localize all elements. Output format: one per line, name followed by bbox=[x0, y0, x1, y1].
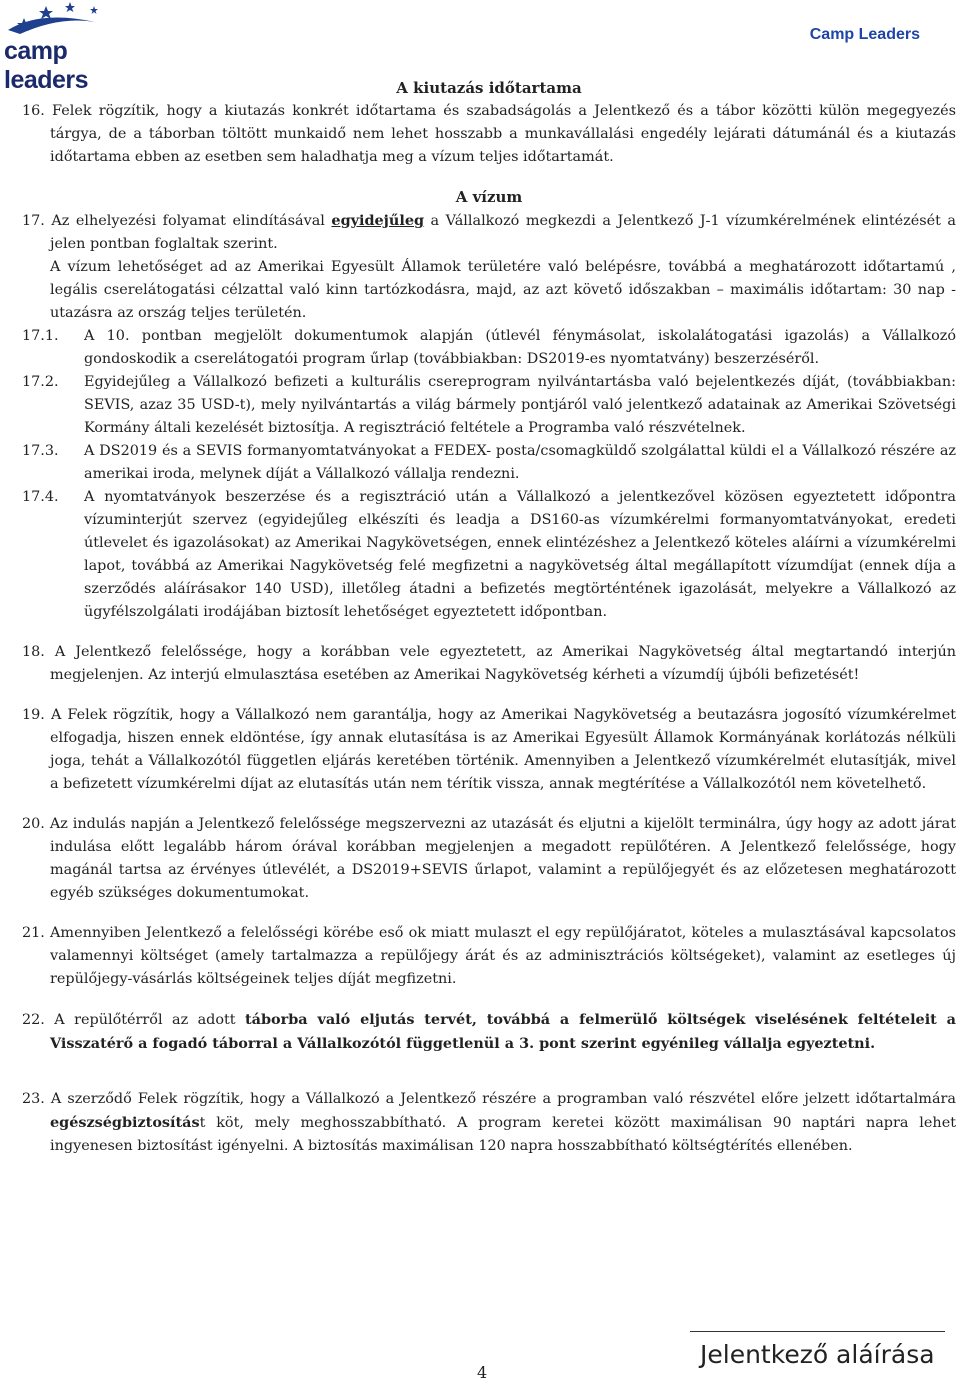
paragraph-17-visa: A vízum lehetőséget ad az Amerikai Egyesült Államok területére való belépésre, továbbá a meghatározott időtartamú , legális cserelátogatási célzattal való kinn tartózkodásra, majd, az azt követő időszakban – maximális időtartam: 30 nap - utazásra az ország teljes területén. bbox=[50, 259, 956, 321]
paragraph-17: 17. Az elhelyezési folyamat elindításával egyidejűleg a Vállalkozó megkezdi a Jelentkező J-1 vízumkérelmének elintézését a jelen pontban foglaltak szerint. bbox=[22, 212, 956, 252]
page-number: 4 bbox=[477, 1363, 488, 1382]
document-body bbox=[22, 77, 956, 1158]
logo-text: camp leaders bbox=[4, 37, 89, 94]
camp-leaders-logo bbox=[0, 0, 150, 94]
brand-name: Camp Leaders bbox=[809, 26, 920, 43]
logo-stars-icon bbox=[0, 0, 150, 40]
paragraph-18: 18. A Jelentkező felelőssége, hogy a korábban vele egyeztetett, az Amerikai Nagykövetség által megtartandó interjún megjelenjen. Az interjú elmulasztása esetében az Amerikai Nagykövetség kérheti a vízumdíj újbóli befizetését! bbox=[22, 644, 956, 683]
bold-health-insurance: egészségbiztosítás bbox=[50, 1114, 200, 1131]
bold-travel-plan: táborba való eljutás tervét, továbbá a felmerülő költségek viselésének feltételeit a Visszatérő a fogadó táborral a Vállalkozótól függetlenül a 3. pont szerint egyénileg vállalja egyeztetni. bbox=[50, 1011, 956, 1052]
paragraph-16: 16. Felek rögzítik, hogy a kiutazás konkrét időtartama és szabadságolás a Jelentkező és a tábor közötti külön megegyezés tárgya, de a táborban töltött munkaidő nem lehet hosszabb a munkavállalási engedély lejárati dátumánál és a kiutazás időtartama ebben az esetben sem haladhatja meg a vízum teljes időtartamát. bbox=[22, 103, 956, 165]
subsection-17-4: 17.4. A nyomtatványok beszerzése és a regisztráció után a Vállalkozó a jelentkezővel közösen egyeztetett időpontra vízuminterjút szervez (egyidejűleg elkészíti és leadja a DS160-as vízumkérelmi formanyomtatványokat, eredeti útlevelet és igazolásokat) az Amerikai Nagykövetségen, ennek elintézéshez a Jelentkező köteles aláírni a vízumkérelmi lapot, továbbá az Amerikai Nagykövetség felé megfizetni a nagykövetség által megállapított vízumdíjat (ennek díja a szerződés aláírásakor 140 USD), illetőleg átadni a befizetés megtörténtének igazolását, melyekre a Vállalkozó az ügyfélszolgálati irodájában biztosít lehetőséget egyeztetett időpontban. bbox=[22, 489, 956, 620]
paragraph-21: 21. Amennyiben Jelentkező a felelősségi körébe eső ok miatt mulaszt el egy repülőjáratot, köteles a mulasztásával kapcsolatos valamennyi költséget (amely tartalmazza a repülőjegy árát és az adminisztrációs költségeket), valamint az esetleges új repülőjegy-vásárlás költségeinek teljes díját megfizetni. bbox=[22, 925, 956, 987]
paragraph-19: 19. A Felek rögzítik, hogy a Vállalkozó nem garantálja, hogy az Amerikai Nagykövetség a beutazásra jogosító vízumkérelmet elfogadja, hiszen ennek eldöntése, így annak elutasítása is az Amerikai Egyesült Államok Kormányának korlátozás nélküli joga, tehát a Vállalkozótól független eljárás keretében történik. Amennyiben a Jelentkező vízumkérelmét elutasítják, mivel a befizetett vízumkérelmi díjat az elutasítás után nem térítik vissza, annak megtérítése a Vállalkozótól nem követelhető. bbox=[22, 707, 956, 792]
paragraph-20: 20. Az indulás napján a Jelentkező felelőssége megszervezni az utazását és eljutni a kijelölt terminálra, úgy hogy az adott járat indulása előtt legalább három órával korábban megjelenjen a megadott repülőtéren. A Jelentkező felelőssége, hogy magánál tartsa az érvényes útlevélét, a DS2019+SEVIS űrlapot, valamint a repülőjegyét és az előzetesen meghatározott egyéb szükséges dokumentumokat. bbox=[22, 816, 956, 901]
subsection-17-2: 17.2. Egyidejűleg a Vállalkozó befizeti a kulturális csereprogram nyilvántartásba való bejelentkezés díját, (továbbiakban: SEVIS, azaz 35 USD-t), mely nyilvántartás a világ bármely pontjáról való jelentkező adatainak az Amerikai Szövetségi Kormány általi kezelését biztosítja. A regisztráció feltétele a Programba való részvételnek. bbox=[22, 374, 956, 436]
emphasis-simultaneously: egyidejűleg bbox=[331, 212, 425, 229]
signature-line bbox=[690, 1331, 945, 1332]
signature-label: Jelentkező aláírása bbox=[700, 1340, 935, 1369]
subsection-17-3: 17.3. A DS2019 és a SEVIS formanyomtatványokat a FEDEX- posta/csomagküldő szolgálattal küldi el a Vállalkozó részére az amerikai iroda, melynek díját a Vállalkozó vállalja rendezni. bbox=[22, 443, 956, 482]
paragraph-22: 22. A repülőtérről az adott táborba való eljutás tervét, továbbá a felmerülő költségek viselésének feltételeit a Visszatérő a fogadó táborral a Vállalkozótól függetlenül a 3. pont szerint egyénileg vállalja egyeztetni. bbox=[22, 1011, 956, 1052]
paragraph-23: 23. A szerződő Felek rögzítik, hogy a Vállalkozó a Jelentkező részére a programban való részvétel előre jelzett időtartalmára egészségbiztosítást köt, mely meghosszabbítható. A program keretei között maximálisan 90 naptári napra lehet ingyenesen biztosítást igényelni. A biztosítás maximálisan 120 napra hosszabbítható költségtérítés ellenében. bbox=[22, 1091, 956, 1154]
section-heading-visa: A vízum bbox=[455, 188, 523, 206]
section-heading-duration: A kiutazás időtartama bbox=[396, 79, 582, 97]
subsection-17-1: 17.1. A 10. pontban megjelölt dokumentumok alapján (útlevél fénymásolat, iskolalátogatási igazolás) a Vállalkozó gondoskodik a cserelátogatói program űrlap (továbbiakban: DS2019-es nyomtatvány) beszerzéséről. bbox=[22, 328, 956, 367]
